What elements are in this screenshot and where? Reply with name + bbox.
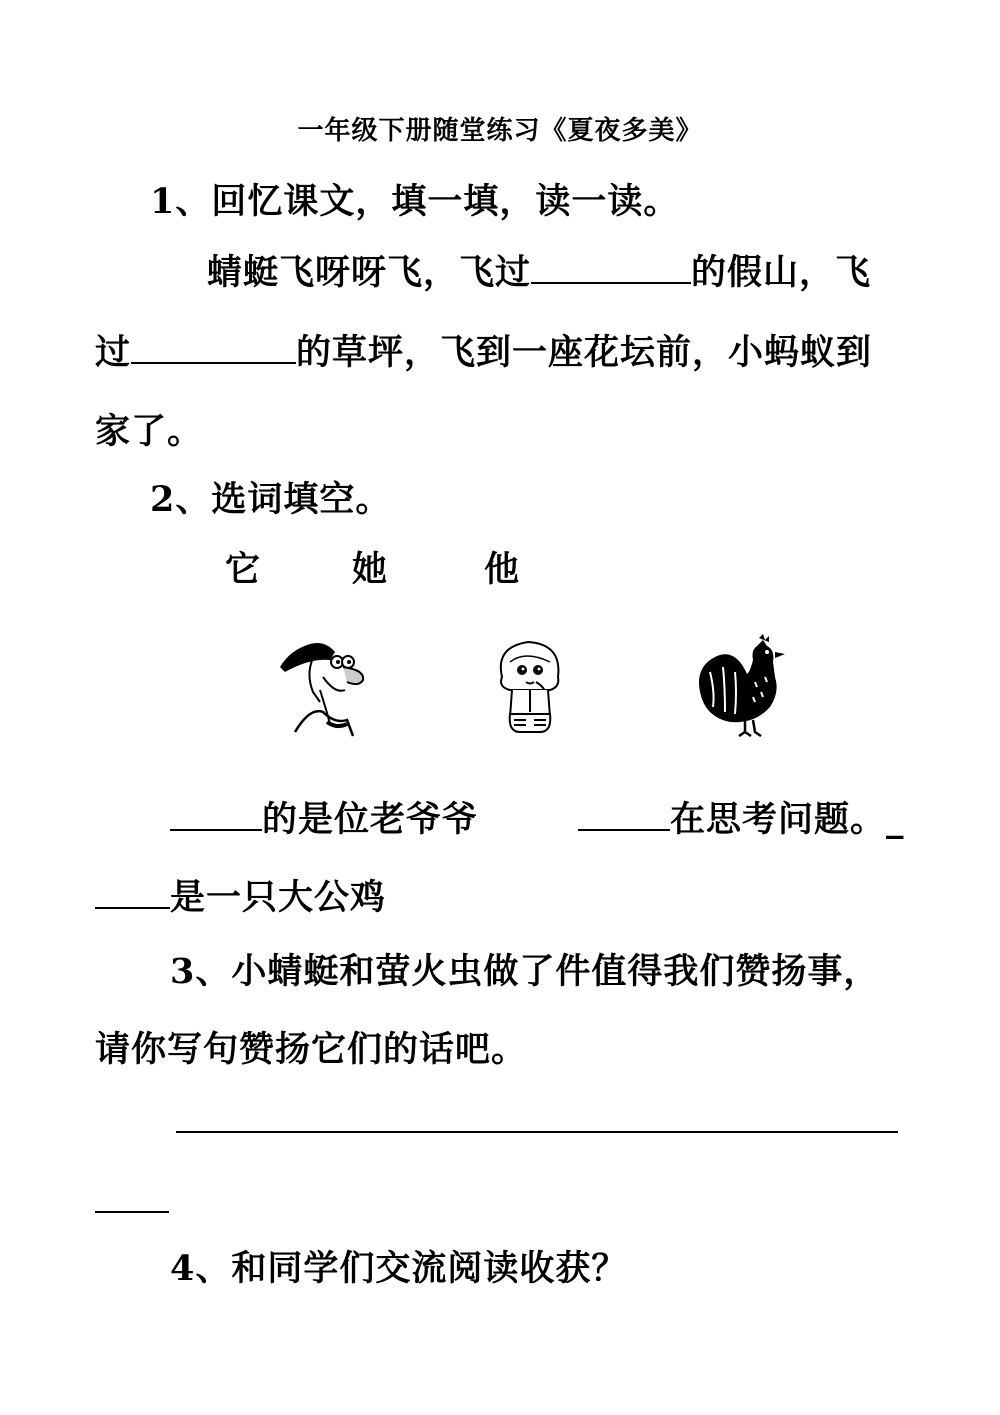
q2-pictures — [0, 632, 1000, 737]
q2-sentence-row-2 — [578, 797, 905, 842]
q1-heading: 1、回忆课文，填一填，读一读。 — [150, 181, 680, 222]
q1-line-1-text-a: 蜻蜓飞呀呀飞，飞过 — [207, 252, 532, 293]
q2-blank-1[interactable] — [170, 797, 262, 831]
q1-line-2 — [95, 330, 872, 375]
q3-line-1: 3、小蜻蜓和萤火虫做了件值得我们赞扬事， — [170, 951, 880, 992]
q1-line-3: 家了。 — [95, 411, 204, 452]
old-man-with-cap-picture — [275, 632, 370, 737]
q2-sentence-row-3 — [95, 875, 386, 920]
q3-line-2: 请你写句赞扬它们的话吧。 — [95, 1029, 528, 1070]
q2-choice-2: 她 — [352, 549, 389, 590]
worksheet-title: 一年级下册随堂练习《夏夜多美》 — [297, 116, 703, 146]
q1-line-2-text-a: 过 — [95, 332, 132, 373]
q2-trailing-underscore: _ — [886, 799, 905, 840]
q1-line-1 — [207, 250, 871, 295]
q1-line-1-text-b: 的假山，飞 — [691, 252, 872, 293]
q1-blank-1[interactable] — [531, 250, 691, 284]
q2-heading: 2、选词填空。 — [150, 479, 392, 520]
q2-choice-1: 它 — [225, 549, 262, 590]
q1-line-2-text-b: 的草坪，飞到一座花坛前，小蚂蚁到 — [296, 332, 873, 373]
girl-thinking-picture — [490, 632, 570, 737]
q2-sentence-3: 是一只大公鸡 — [170, 877, 387, 918]
q1-blank-2[interactable] — [131, 330, 296, 364]
q4-heading: 4、和同学们交流阅读收获？ — [170, 1248, 628, 1289]
q2-blank-3[interactable] — [95, 875, 170, 909]
q2-sentence-row-1 — [170, 797, 478, 842]
q2-sentence-2: 在思考问题。 — [670, 799, 887, 840]
rooster-picture — [695, 632, 795, 737]
q3-answer-line-2[interactable] — [95, 1211, 169, 1213]
q2-sentence-1: 的是位老爷爷 — [262, 799, 479, 840]
q3-answer-line-1[interactable] — [176, 1131, 898, 1133]
q2-blank-2[interactable] — [578, 797, 670, 831]
q2-choice-3: 他 — [484, 549, 521, 590]
